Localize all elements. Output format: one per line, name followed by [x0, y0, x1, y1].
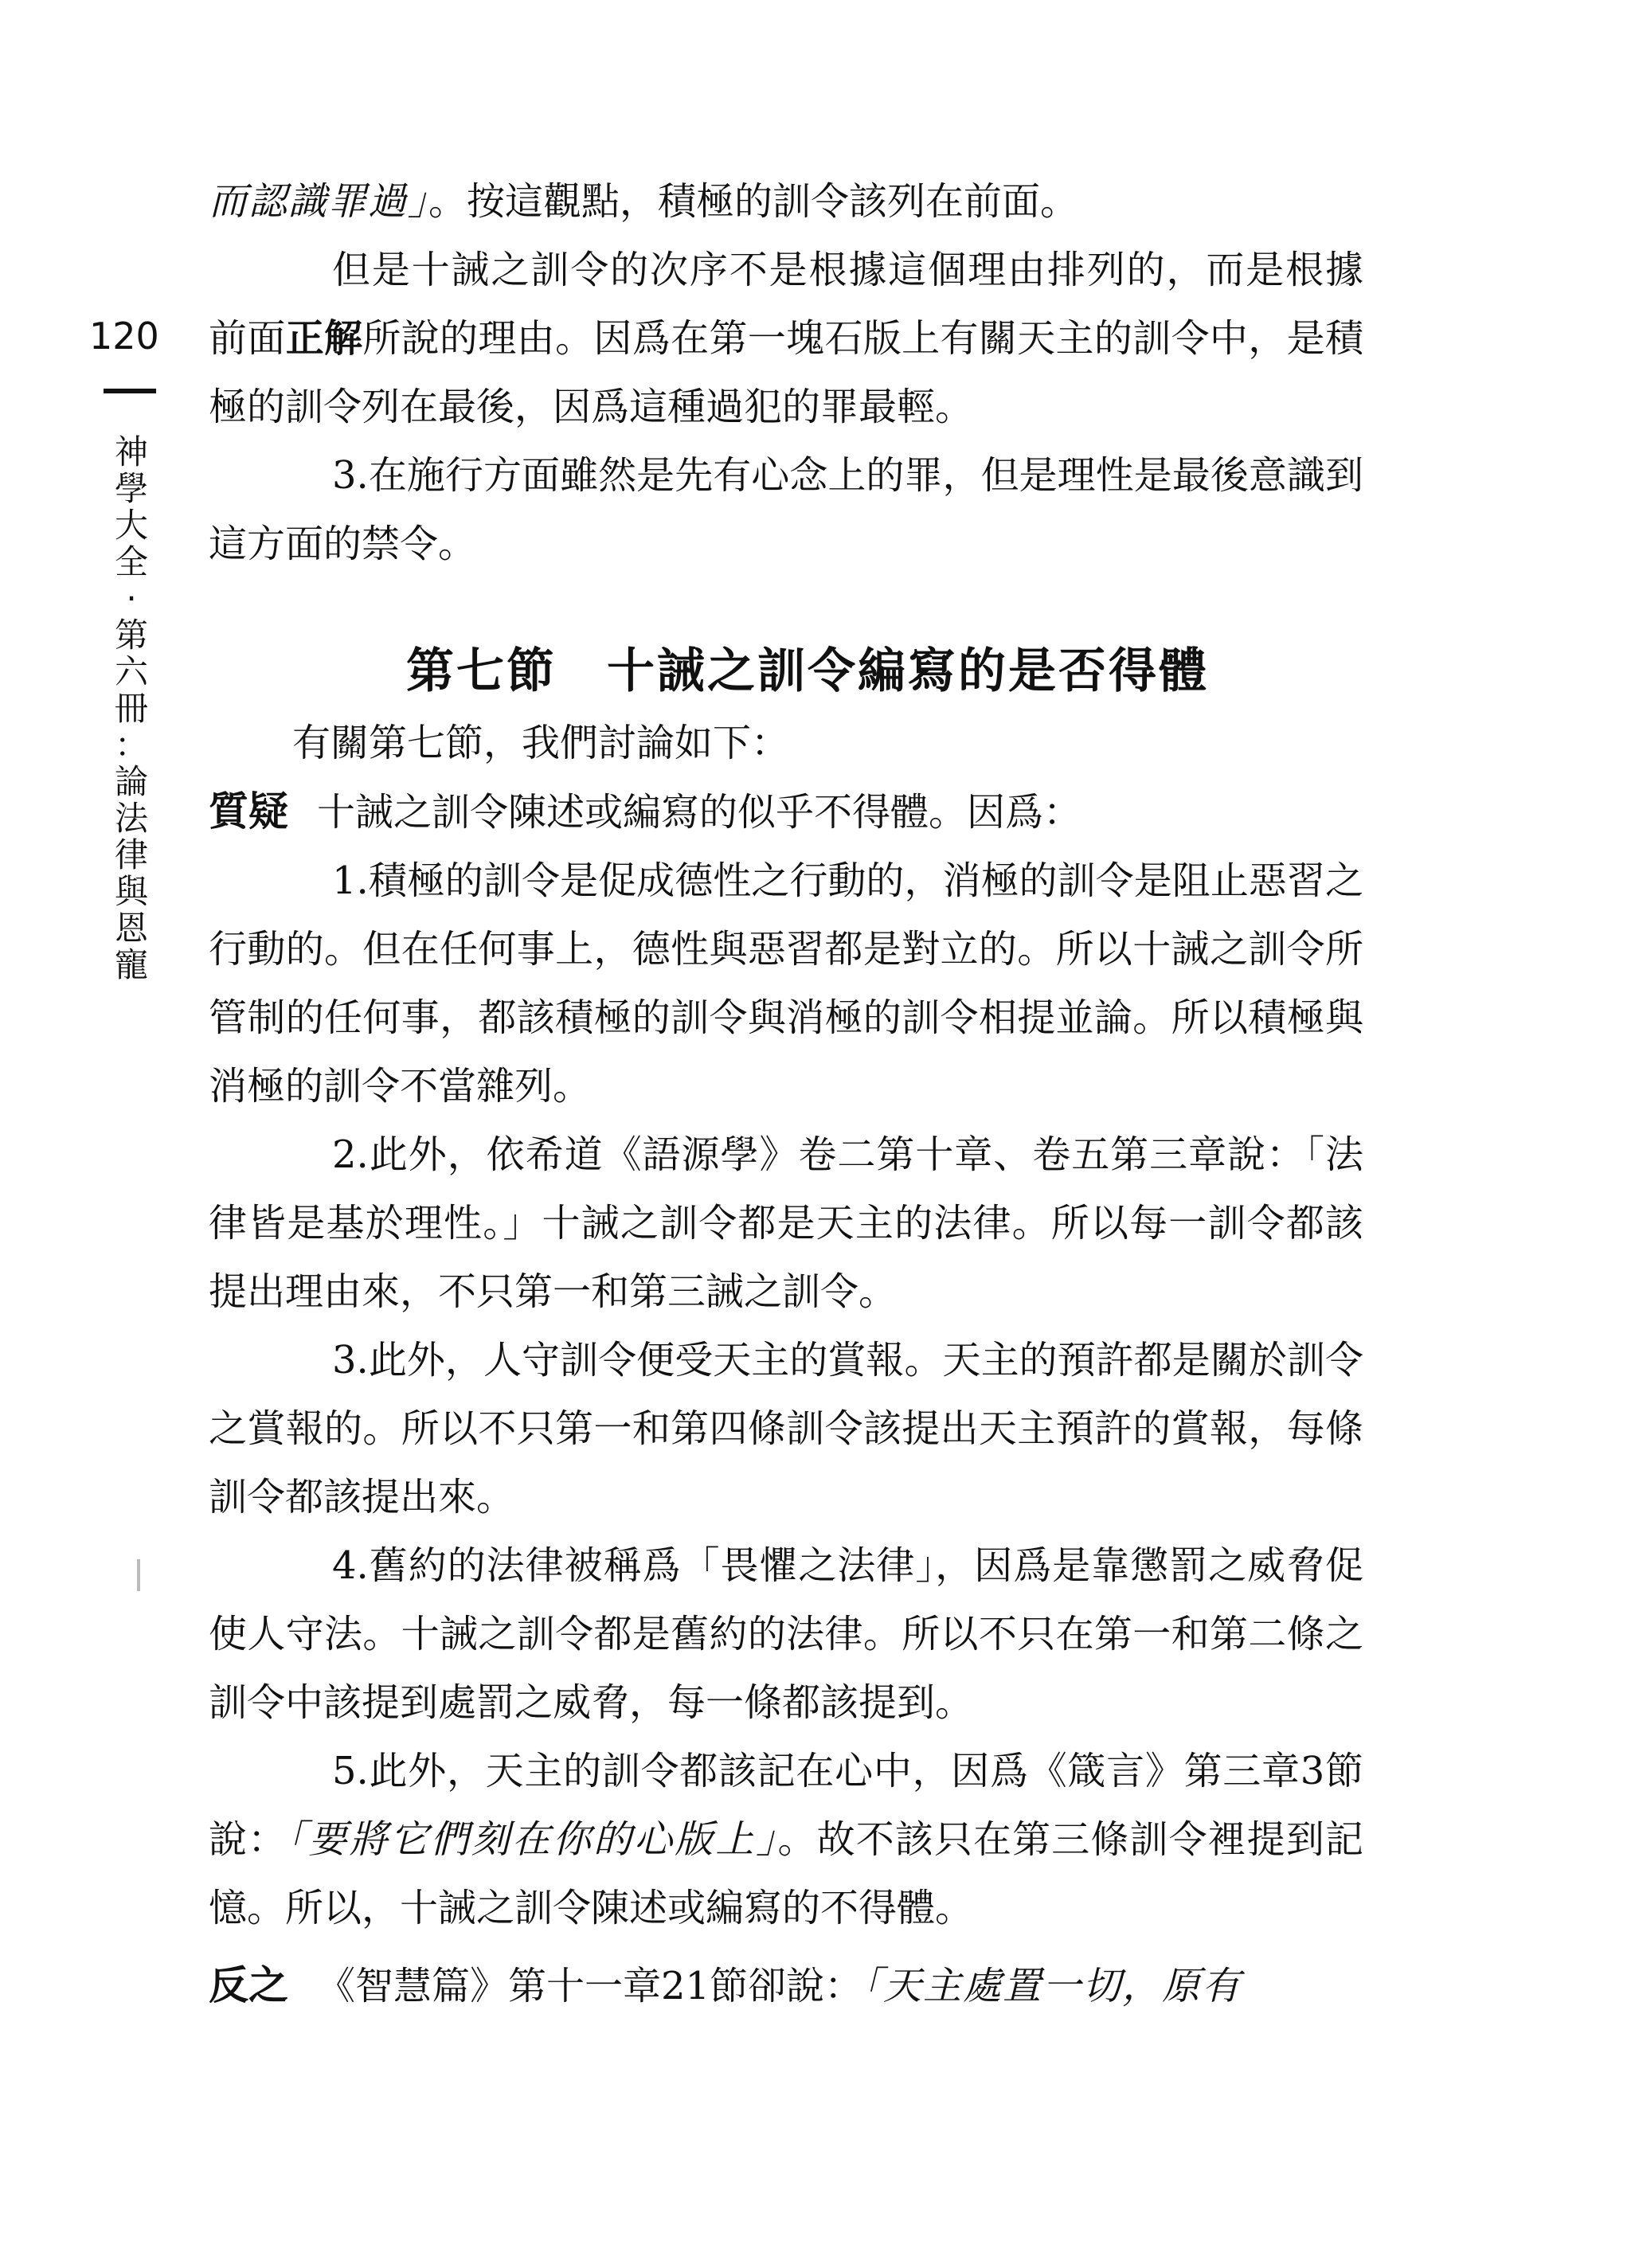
paragraph-text: 。按這觀點，積極的訓令該列在前面。: [428, 179, 1079, 224]
running-head-char: 第: [114, 616, 148, 655]
running-head-char: 全: [114, 542, 148, 581]
contra-label: 反之: [209, 1961, 288, 2008]
section-title: 第七節 十誡之訓令編寫的是否得體: [406, 643, 1209, 699]
running-head-char: 恩: [114, 909, 148, 948]
margin-mark: [137, 1559, 140, 1591]
paragraph-text: 所說的理由。因爲在第一塊石版上有關天主的訓令中，是積極的訓令列在最後，因爲這種過犯的罪最輕。: [209, 316, 1363, 429]
paragraph-reply: [209, 236, 1363, 441]
section-intro: 有關第七節，我們討論如下：: [292, 721, 790, 765]
running-head-char: ：: [114, 725, 148, 764]
objection-label: 質疑: [209, 788, 288, 835]
objection-point: 1.積極的訓令是促成德性之行動的，消極的訓令是阻止惡習之行動的。但在任何事上，德性與惡習都是對立的。所以十誡之訓令所管制的任何事，都該積極的訓令與消極的訓令相提並論。所以積極與消極的訓令不當雜列。: [209, 858, 1363, 1109]
paragraph-point-3: 3.在施行方面雖然是先有心念上的罪，但是理性是最後意識到這方面的禁令。: [209, 453, 1363, 566]
scripture-quote: 而認識罪過」: [209, 179, 429, 224]
bold-term: 正解: [285, 316, 363, 361]
objection-line: [209, 777, 1363, 847]
objection-point: 3.此外，人守訓令便受天主的賞報。天主的預許都是關於訓令之賞報的。所以不只第一和第四條訓令該提出天主預許的賞報，每條訓令都該提出來。: [209, 1338, 1363, 1519]
contra-line: [209, 1951, 1363, 2020]
objection-point: 4.舊約的法律被稱爲「畏懼之法律」，因爲是靠懲罰之威脅促使人守法。十誡之訓令都是舊約的法律。所以不只在第一和第二條之訓令中該提到處罰之威脅，每一條都該提到。: [209, 1543, 1363, 1725]
running-head-char: 與: [114, 872, 148, 911]
running-head-char: 寵: [114, 945, 148, 984]
paragraph-continued: [209, 167, 1363, 236]
running-head-char: 大: [114, 506, 148, 545]
paragraph-text: 但是十誡之訓令的次序不是根據這個理由排列的，而是根據前面: [209, 248, 1363, 361]
running-head-char: 神: [114, 432, 148, 471]
running-head-char: 法: [114, 799, 148, 838]
objection-text: 十誡之訓令陳述或編寫的似乎不得體。因爲：: [317, 790, 1082, 835]
running-head-char: 六: [114, 652, 148, 691]
objection-point: 2.此外，依希道《語源學》卷二第十章、卷五第三章說：「法律皆是基於理性。」十誡之訓令都是天主的法律。所以每一訓令都該提出理由來，不只第一和第三誡之訓令。: [209, 1132, 1363, 1314]
running-head-char: 律: [114, 835, 148, 874]
scripture-quote: 「天主處置一切，原有: [862, 1964, 1242, 2008]
scripture-quote: 「要將它們刻在你的心版上」: [287, 1817, 778, 1862]
contra-text: 《智慧篇》第十一章21節卻說：: [317, 1964, 863, 2008]
page-number: 120: [89, 315, 159, 358]
paragraph-text: 5.此外，天主的訓令都該記在心中，因爲《箴言》第三章3節說：: [209, 1749, 1363, 1862]
section-body: [209, 709, 1363, 1942]
objection-point: [209, 1737, 1363, 1942]
paragraph-text: 。故不該只在第三條訓令裡提到記憶。所以，十誡之訓令陳述或編寫的不得體。: [209, 1817, 1363, 1930]
running-head-char: 冊: [114, 689, 148, 728]
running-head: [108, 434, 155, 983]
page-number-rule: [104, 389, 156, 393]
running-head-char: 論: [114, 762, 148, 801]
running-head-char: 學: [114, 469, 148, 508]
top-text-block: [209, 167, 1363, 578]
running-head-char: ·: [126, 579, 137, 618]
contra-block: [209, 1951, 1363, 2020]
